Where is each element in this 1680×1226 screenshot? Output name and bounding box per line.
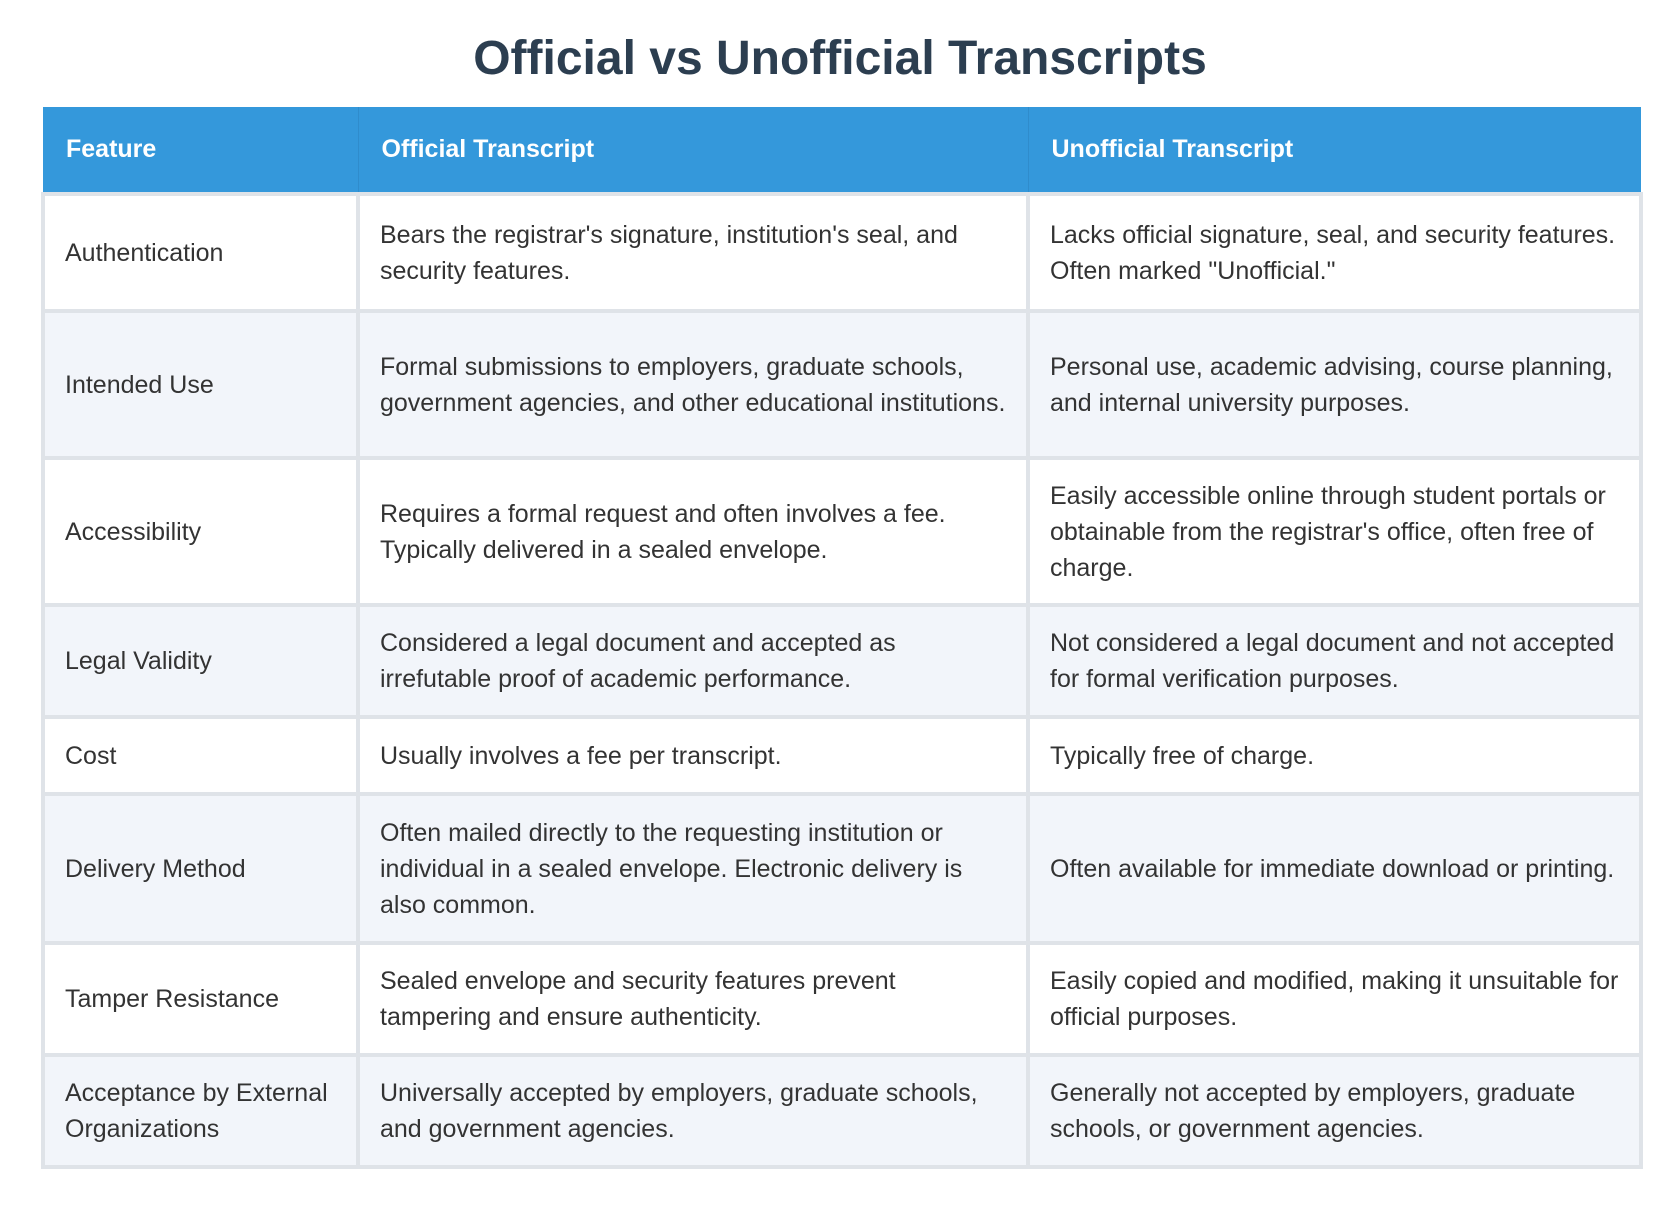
feature-cell: Intended Use [43,311,358,458]
table-header [43,107,1641,194]
unofficial-cell: Often available for immediate download or printing. [1028,794,1641,943]
header-unofficial-transcript: Unofficial Transcript [1028,107,1641,194]
feature-cell: Delivery Method [43,794,358,943]
official-cell: Sealed envelope and security features prevent tampering and ensure authenticity. [358,943,1028,1055]
table-row [43,717,1641,794]
header-row [43,107,1641,194]
official-cell: Formal submissions to employers, graduate schools, government agencies, and other educational institutions. [358,311,1028,458]
unofficial-cell: Generally not accepted by employers, graduate schools, or government agencies. [1028,1055,1641,1167]
table-row [43,794,1641,943]
table-body [43,194,1641,1167]
header-feature: Feature [43,107,358,194]
official-cell: Often mailed directly to the requesting institution or individual in a sealed envelope. Electronic delivery is also common. [358,794,1028,943]
unofficial-cell: Not considered a legal document and not accepted for formal verification purposes. [1028,605,1641,717]
unofficial-cell: Personal use, academic advising, course planning, and internal university purposes. [1028,311,1641,458]
table-row [43,311,1641,458]
comparison-table [41,107,1643,1169]
unofficial-cell: Typically free of charge. [1028,717,1641,794]
table-row [43,1055,1641,1167]
unofficial-cell: Lacks official signature, seal, and security features. Often marked "Unofficial." [1028,194,1641,311]
table-row [43,458,1641,605]
unofficial-cell: Easily accessible online through student portals or obtainable from the registrar's office, often free of charge. [1028,458,1641,605]
table-row [43,605,1641,717]
comparison-table-container [41,107,1639,1169]
official-cell: Bears the registrar's signature, institution's seal, and security features. [358,194,1028,311]
official-cell: Usually involves a fee per transcript. [358,717,1028,794]
official-cell: Universally accepted by employers, graduate schools, and government agencies. [358,1055,1028,1167]
official-cell: Requires a formal request and often involves a fee. Typically delivered in a sealed envelope. [358,458,1028,605]
page-title: Official vs Unofficial Transcripts [473,32,1207,85]
unofficial-cell: Easily copied and modified, making it unsuitable for official purposes. [1028,943,1641,1055]
official-cell: Considered a legal document and accepted as irrefutable proof of academic performance. [358,605,1028,717]
feature-cell: Acceptance by External Organizations [43,1055,358,1167]
feature-cell: Accessibility [43,458,358,605]
feature-cell: Authentication [43,194,358,311]
table-row [43,194,1641,311]
header-official-transcript: Official Transcript [358,107,1028,194]
feature-cell: Tamper Resistance [43,943,358,1055]
feature-cell: Cost [43,717,358,794]
feature-cell: Legal Validity [43,605,358,717]
table-row [43,943,1641,1055]
